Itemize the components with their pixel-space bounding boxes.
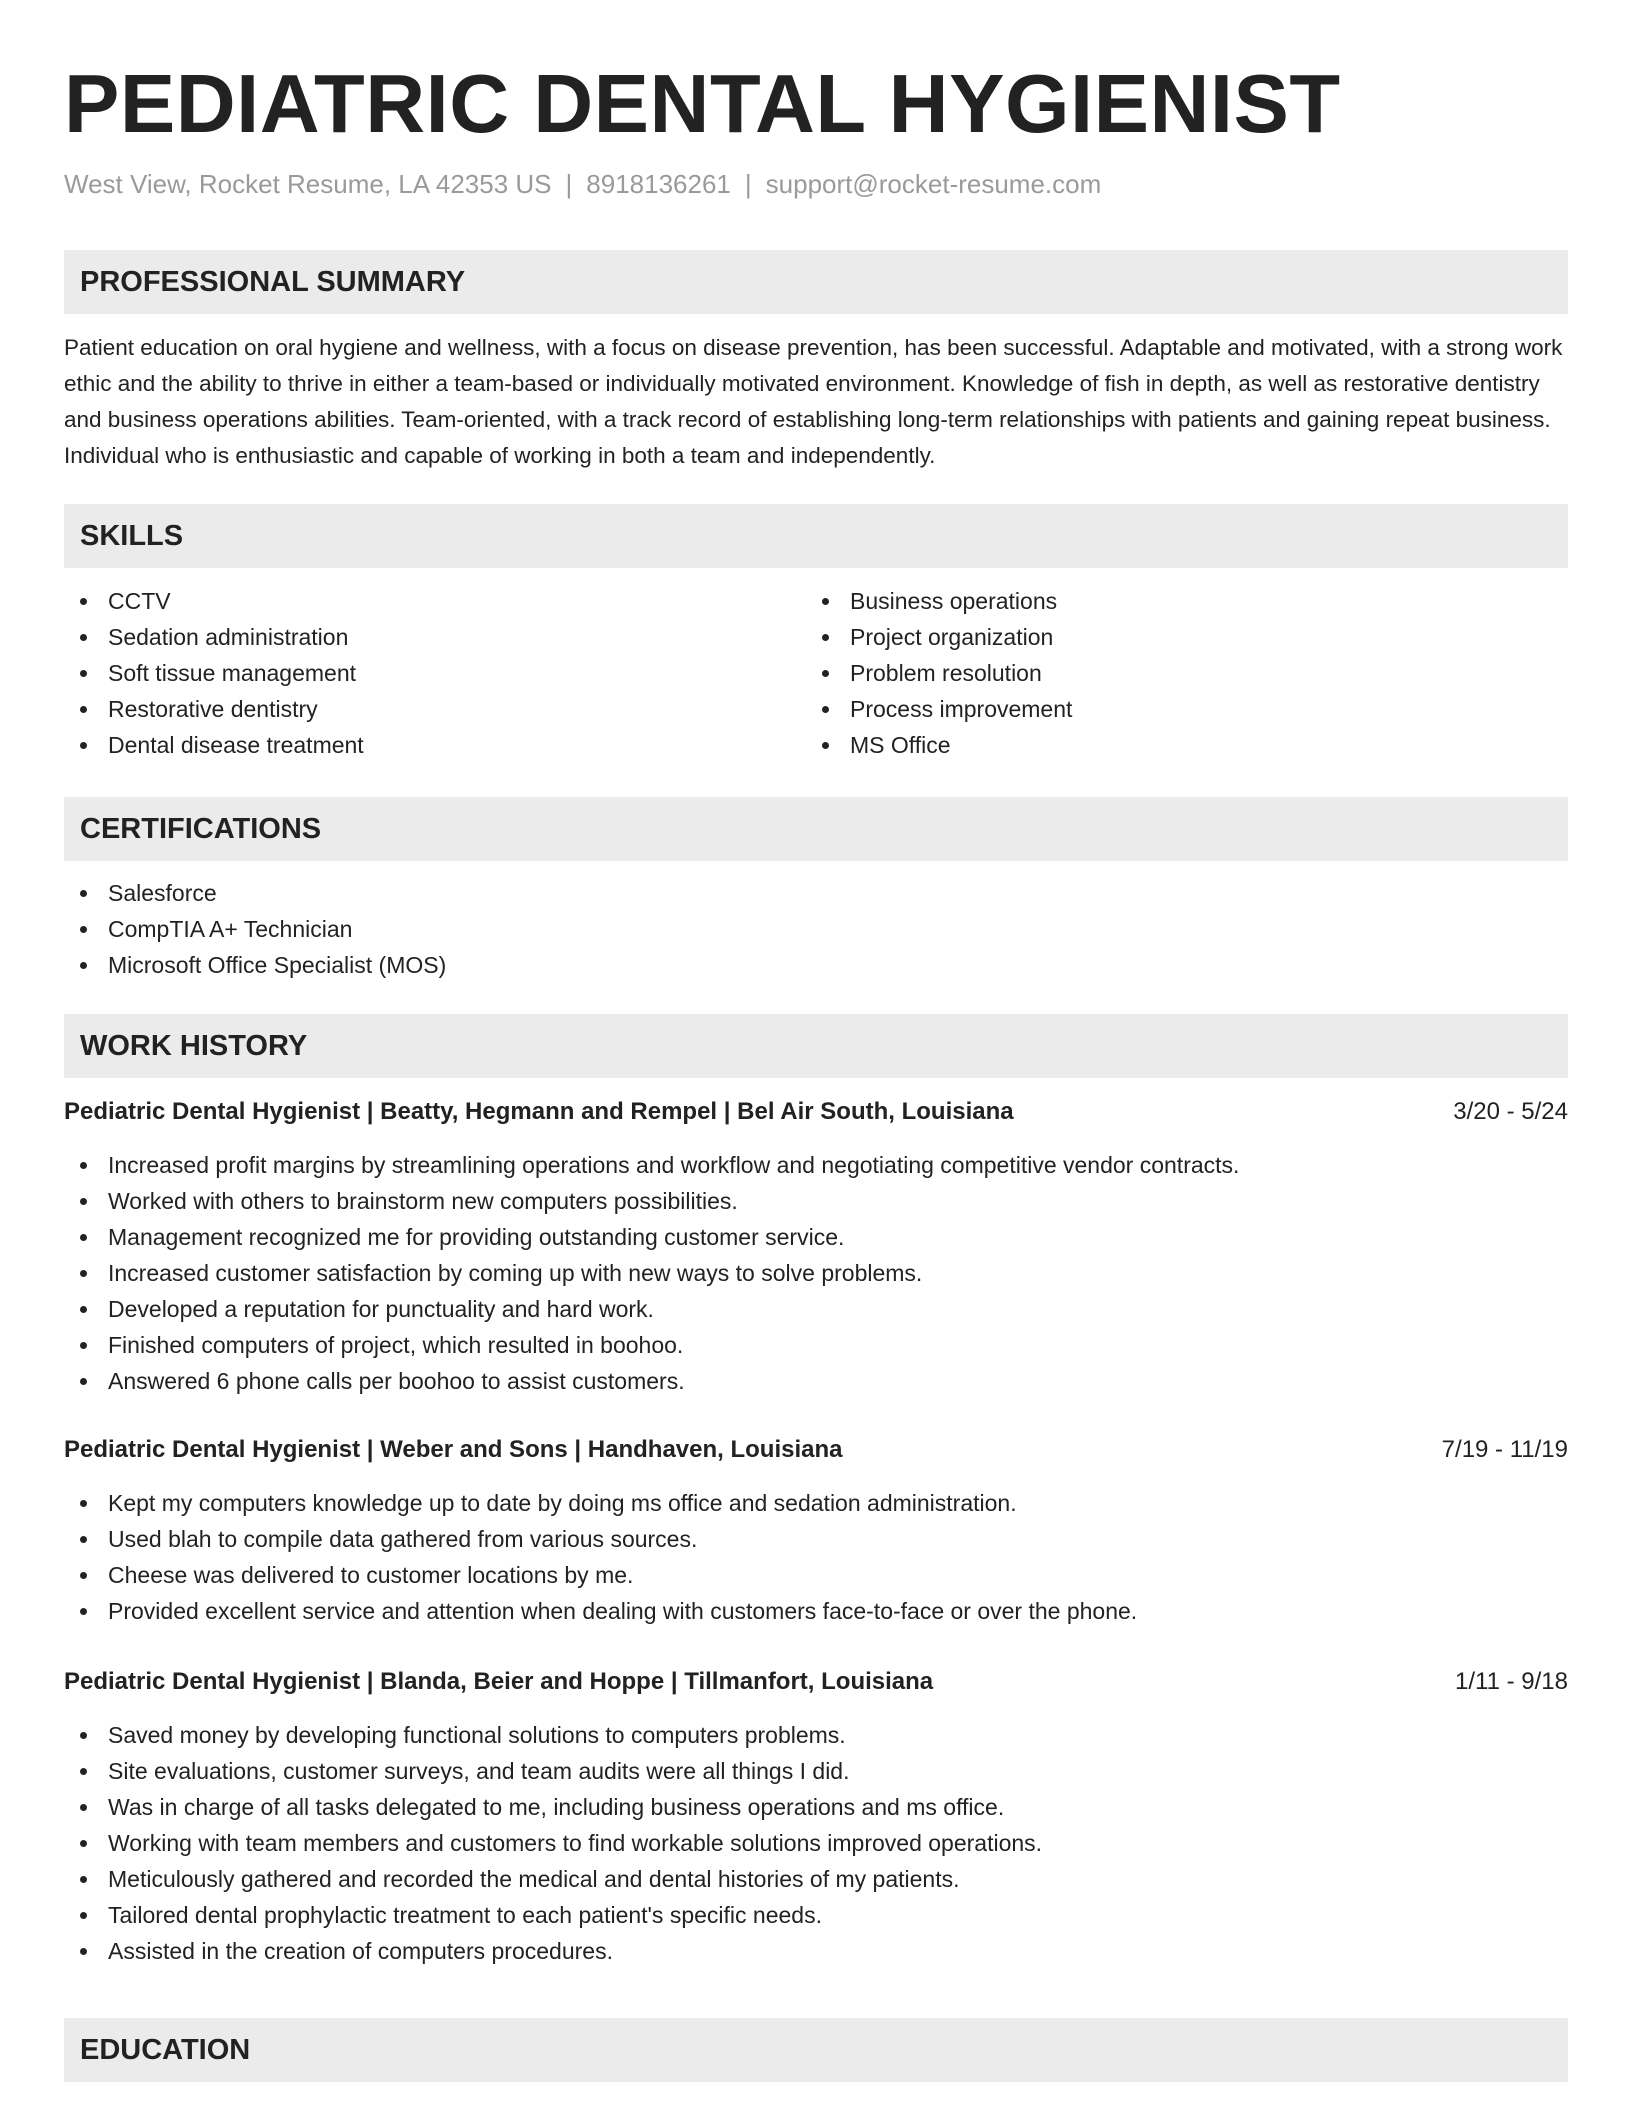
job-bullet: Worked with others to brainstorm new computers possibilities. [64, 1183, 1239, 1219]
contact-phone: 8918136261 [586, 169, 731, 199]
skill-item: CCTV [64, 583, 364, 619]
skills-heading: SKILLS [80, 520, 184, 552]
job-bullet: Developed a reputation for punctuality and hard work. [64, 1291, 1239, 1327]
skill-item: Dental disease treatment [64, 727, 364, 763]
candidate-name: PEDIATRIC DENTAL HYGIENIST [64, 57, 1341, 150]
job-bullet: Provided excellent service and attention when dealing with customers face-to-face or over the phone. [64, 1593, 1137, 1629]
job-bullet: Saved money by developing functional solutions to computers problems. [64, 1717, 1042, 1753]
job-bullets [64, 1485, 1137, 1629]
education-section-header [64, 2018, 1568, 2082]
skill-item: Project organization [806, 619, 1072, 655]
certification-item: CompTIA A+ Technician [64, 911, 446, 947]
skills-list-right [806, 583, 1072, 763]
skill-item: Sedation administration [64, 619, 364, 655]
job-dates: 3/20 - 5/24 [1453, 1098, 1568, 1125]
skills-section-header [64, 504, 1568, 568]
work-history-heading: WORK HISTORY [80, 1030, 308, 1062]
job-bullet: Cheese was delivered to customer locations by me. [64, 1557, 1137, 1593]
certifications-list [64, 875, 446, 983]
contact-separator: | [744, 169, 752, 199]
certification-item: Salesforce [64, 875, 446, 911]
contact-line [64, 166, 1101, 202]
skill-item: Restorative dentistry [64, 691, 364, 727]
job-bullets [64, 1147, 1239, 1399]
job-title: Pediatric Dental Hygienist | Weber and Sons | Handhaven, Louisiana [64, 1436, 843, 1463]
contact-separator: | [565, 169, 573, 199]
job-dates: 7/19 - 11/19 [1441, 1436, 1568, 1463]
skill-item: Process improvement [806, 691, 1072, 727]
skill-item: MS Office [806, 727, 1072, 763]
job-bullet: Finished computers of project, which resulted in boohoo. [64, 1327, 1239, 1363]
skill-item: Business operations [806, 583, 1072, 619]
summary-heading: PROFESSIONAL SUMMARY [80, 266, 466, 298]
job-bullets [64, 1717, 1042, 1969]
job-title: Pediatric Dental Hygienist | Beatty, Hegmann and Rempel | Bel Air South, Louisiana [64, 1098, 1014, 1125]
certification-item: Microsoft Office Specialist (MOS) [64, 947, 446, 983]
job-bullet: Was in charge of all tasks delegated to me, including business operations and ms office. [64, 1789, 1042, 1825]
job-bullet: Assisted in the creation of computers procedures. [64, 1933, 1042, 1969]
job-bullet: Working with team members and customers to find workable solutions improved operations. [64, 1825, 1042, 1861]
certifications-heading: CERTIFICATIONS [80, 813, 322, 845]
job-bullet: Kept my computers knowledge up to date by doing ms office and sedation administration. [64, 1485, 1137, 1521]
job-bullet: Increased customer satisfaction by coming up with new ways to solve problems. [64, 1255, 1239, 1291]
job-bullet: Site evaluations, customer surveys, and team audits were all things I did. [64, 1753, 1042, 1789]
job-bullet: Tailored dental prophylactic treatment to each patient's specific needs. [64, 1897, 1042, 1933]
education-heading: EDUCATION [80, 2034, 251, 2066]
summary-text: Patient education on oral hygiene and wellness, with a focus on disease prevention, has been successful. Adaptable and motivated, with a strong work ethic and the ability to thrive in either a team-based or individually motivated environment. Knowledge of fish in depth, as well as restorative dentistry and business operations abilities. Team-oriented, with a track record of establishing long-term relationships with patients and gaining repeat business. Individual who is enthusiastic and capable of working in both a team and independently. [64, 335, 1563, 468]
job-dates: 1/11 - 9/18 [1455, 1668, 1568, 1695]
job-title: Pediatric Dental Hygienist | Blanda, Beier and Hoppe | Tillmanfort, Louisiana [64, 1668, 934, 1695]
skills-list-left [64, 583, 364, 763]
job-bullet: Management recognized me for providing outstanding customer service. [64, 1219, 1239, 1255]
job-bullet: Increased profit margins by streamlining operations and workflow and negotiating competitive vendor contracts. [64, 1147, 1239, 1183]
skill-item: Soft tissue management [64, 655, 364, 691]
skill-item: Problem resolution [806, 655, 1072, 691]
job-bullet: Used blah to compile data gathered from various sources. [64, 1521, 1137, 1557]
contact-address: West View, Rocket Resume, LA 42353 US [64, 169, 552, 199]
contact-email: support@rocket-resume.com [765, 169, 1102, 199]
summary-section-header [64, 250, 1568, 314]
job-bullet: Answered 6 phone calls per boohoo to assist customers. [64, 1363, 1239, 1399]
certifications-section-header [64, 797, 1568, 861]
work-history-section-header [64, 1014, 1568, 1078]
job-bullet: Meticulously gathered and recorded the medical and dental histories of my patients. [64, 1861, 1042, 1897]
